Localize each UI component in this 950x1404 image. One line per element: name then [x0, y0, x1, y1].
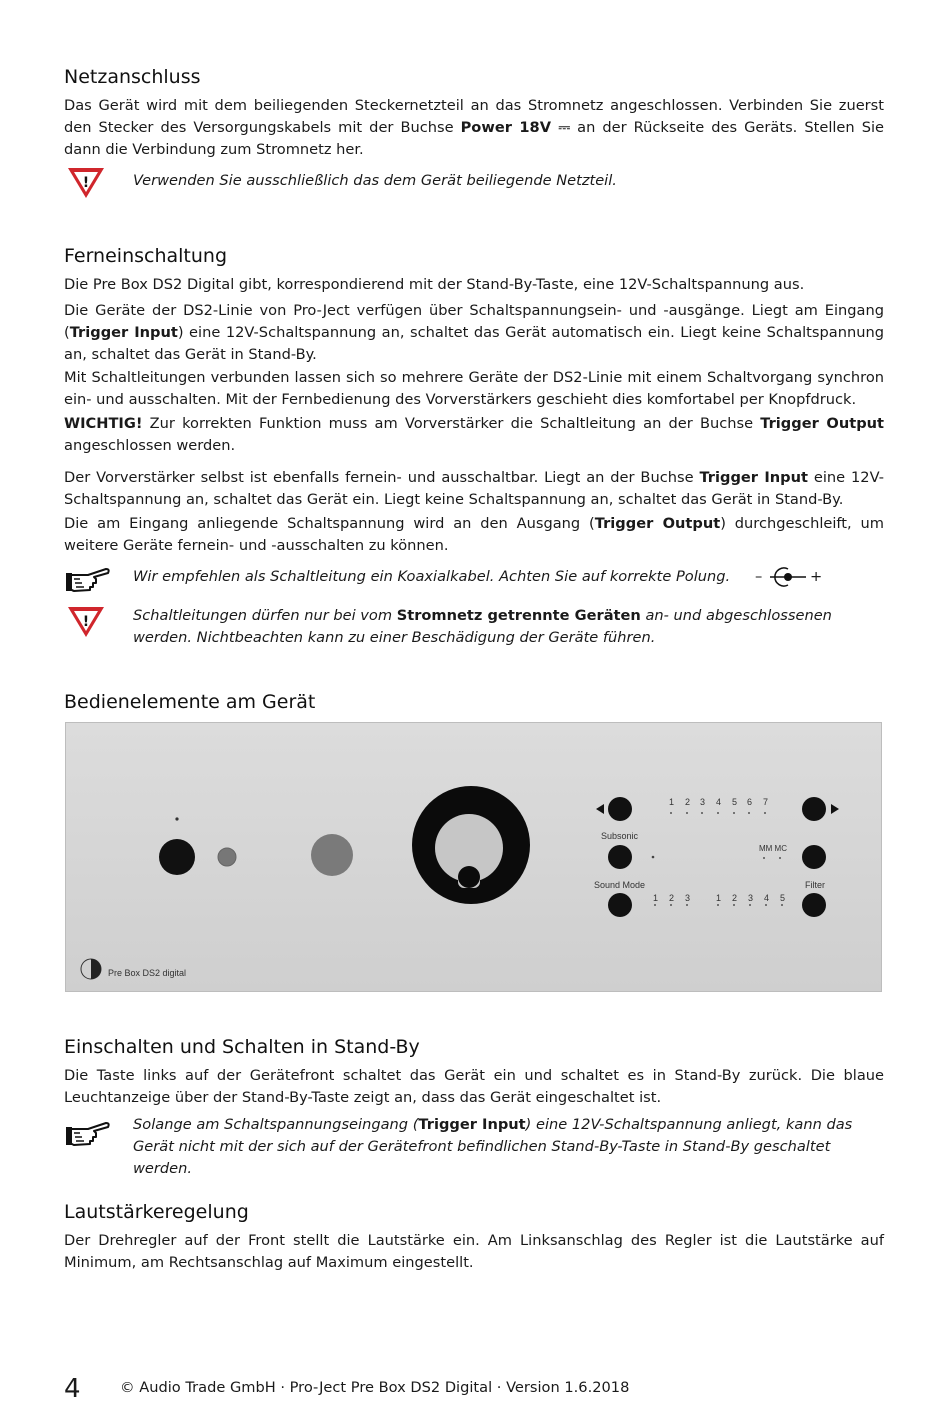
heading-ferneinschaltung: Ferneinschaltung [64, 245, 228, 267]
input-number-7: 7 [763, 797, 769, 807]
text: ) durchgeschleift, um weitere Geräte fernein- und -ausschalten zu können. [64, 515, 884, 554]
panel-logo-text: Pre Box DS2 digital [108, 968, 187, 978]
warning-netzteil: Verwenden Sie ausschließlich das dem Gerät beiliegende Netzteil. [133, 172, 617, 189]
text: Der Vorverstärker selbst ist ebenfalls fernein- und ausschaltbar. Liegt an der Buchse [64, 469, 700, 486]
polarity-minus: – [755, 568, 763, 585]
device-front-panel [65, 722, 882, 992]
warning-triangle-icon [66, 166, 106, 200]
sound-number-1: 1 [653, 893, 659, 903]
filter-number-4: 4 [764, 893, 770, 903]
filter-number-1: 1 [716, 893, 722, 903]
trigger-input-label: Trigger Input [418, 1116, 526, 1133]
paragraph-fern-1: Die Pre Box DS2 Digital gibt, korrespondierend mit der Stand-By-Taste, eine 12V-Schaltspannung aus. [64, 276, 805, 293]
heading-einschalten: Einschalten und Schalten in Stand-By [64, 1036, 420, 1058]
heading-netzanschluss: Netzanschluss [64, 66, 201, 88]
input-number-1: 1 [669, 797, 675, 807]
text: an der Rückseite des Geräts. Stellen Sie dann die Verbindung zum Stromnetz her. [64, 119, 884, 158]
text: Die Geräte der DS2-Linie von Pro-Ject verfügen über Schaltspannungsein- und -ausgänge. Liegt am Eingang ( [64, 302, 884, 341]
polarity-symbol-icon [768, 566, 808, 588]
input-number-4: 4 [716, 797, 722, 807]
hint-trigger-standby [133, 1114, 888, 1180]
paragraph-laut-1: Der Drehregler auf der Front stellt die Lautstärke ein. Am Linksanschlag des Regler ist die Lautstärke auf Minimum, am Rechtsanschlag auf Maximum eingestellt. [64, 1232, 884, 1271]
pointing-hand-icon [66, 563, 110, 593]
pointing-hand-icon [66, 1117, 110, 1147]
text: Die am Eingang anliegende Schaltspannung wird an den Ausgang ( [64, 515, 595, 532]
filter-number-3: 3 [748, 893, 754, 903]
input-number-3: 3 [700, 797, 706, 807]
subsonic-label: Subsonic [601, 831, 639, 841]
text: ) eine 12V-Schaltspannung an, schaltet das Gerät automatisch ein. Liegt keine Schaltspannung an, schaltet das Gerät in Stand-By. [64, 324, 884, 363]
input-number-2: 2 [685, 797, 691, 807]
paragraph-fern-2 [64, 300, 884, 366]
svg-text:!: ! [82, 175, 90, 191]
sound-number-2: 2 [669, 893, 675, 903]
sound-mode-label: Sound Mode [594, 880, 646, 890]
paragraph-ein-1: Die Taste links auf der Gerätefront schaltet das Gerät ein und schaltet es in Stand-By zurück. Die blaue Leuchtanzeige über der Stand-By-Taste zeigt an, dass das Gerät eingeschaltet ist. [64, 1067, 884, 1106]
trigger-input-label: Trigger Input [69, 324, 178, 341]
paragraph-netz-1 [64, 95, 884, 161]
input-number-6: 6 [747, 797, 753, 807]
text: eine 12V-Schaltspannung an, schaltet das Gerät ein. Liegt keine Schaltspannung an, schaltet das Gerät in Stand-By. [64, 469, 884, 508]
heading-lautstaerke: Lautstärkeregelung [64, 1201, 249, 1223]
text: an- und abgeschlossenen werden. Nichtbeachten kann zu einer Beschädigung der Geräte führen. [133, 607, 832, 646]
text: angeschlossen werden. [64, 437, 236, 454]
emphasis: Stromnetz getrennte Geräten [396, 607, 641, 624]
text: Zur korrekten Funktion muss am Vorverstärker die Schaltleitung an der Buchse [142, 415, 761, 432]
power-jack-label: Power 18V ⎓ [460, 119, 571, 136]
trigger-output-label: Trigger Output [760, 415, 885, 432]
heading-bedienelemente: Bedienelemente am Gerät [64, 691, 316, 713]
footer-copyright: © Audio Trade GmbH · Pro-Ject Pre Box DS2 Digital · Version 1.6.2018 [120, 1379, 630, 1396]
page-number: 4 [64, 1374, 81, 1404]
text: Schaltleitungen dürfen nur bei vom [133, 607, 397, 624]
svg-text:!: ! [82, 614, 90, 630]
text: ) eine 12V-Schaltspannung anliegt, kann das Gerät nicht mit der sich auf der Gerätefront befindlichen Stand-By-Taste in Stand-By geschaltet werden. [133, 1116, 853, 1177]
filter-number-2: 2 [732, 893, 738, 903]
paragraph-fern-6 [64, 513, 884, 557]
polarity-plus: + [810, 568, 823, 585]
important-label: WICHTIG! [64, 415, 143, 432]
paragraph-fern-5 [64, 467, 884, 511]
warning-triangle-icon [66, 605, 106, 639]
text: Solange am Schaltspannungseingang ( [133, 1116, 419, 1133]
paragraph-fern-3: Mit Schaltleitungen verbunden lassen sich so mehrere Geräte der DS2-Linie mit einem Schaltvorgang synchron ein- und ausschalten. Mit der Fernbedienung des Vorverstärkers geschieht dies komfortabel per Knopfdruck. [64, 369, 884, 408]
mm-mc-label: MM MC [759, 844, 787, 853]
filter-label: Filter [805, 880, 825, 890]
hint-koaxialkabel: Wir empfehlen als Schaltleitung ein Koaxialkabel. Achten Sie auf korrekte Polung. [133, 568, 731, 585]
trigger-output-label: Trigger Output [594, 515, 721, 532]
input-number-5: 5 [732, 797, 738, 807]
trigger-input-label: Trigger Input [699, 469, 808, 486]
paragraph-fern-4 [64, 413, 884, 457]
sound-number-3: 3 [685, 893, 691, 903]
warning-schaltleitungen [133, 605, 888, 649]
filter-number-5: 5 [780, 893, 786, 903]
text: Das Gerät wird mit dem beiliegenden Steckernetzteil an das Stromnetz angeschlossen. Verbinden Sie zuerst den Stecker des Versorgungskabels mit der Buchse [64, 97, 884, 136]
